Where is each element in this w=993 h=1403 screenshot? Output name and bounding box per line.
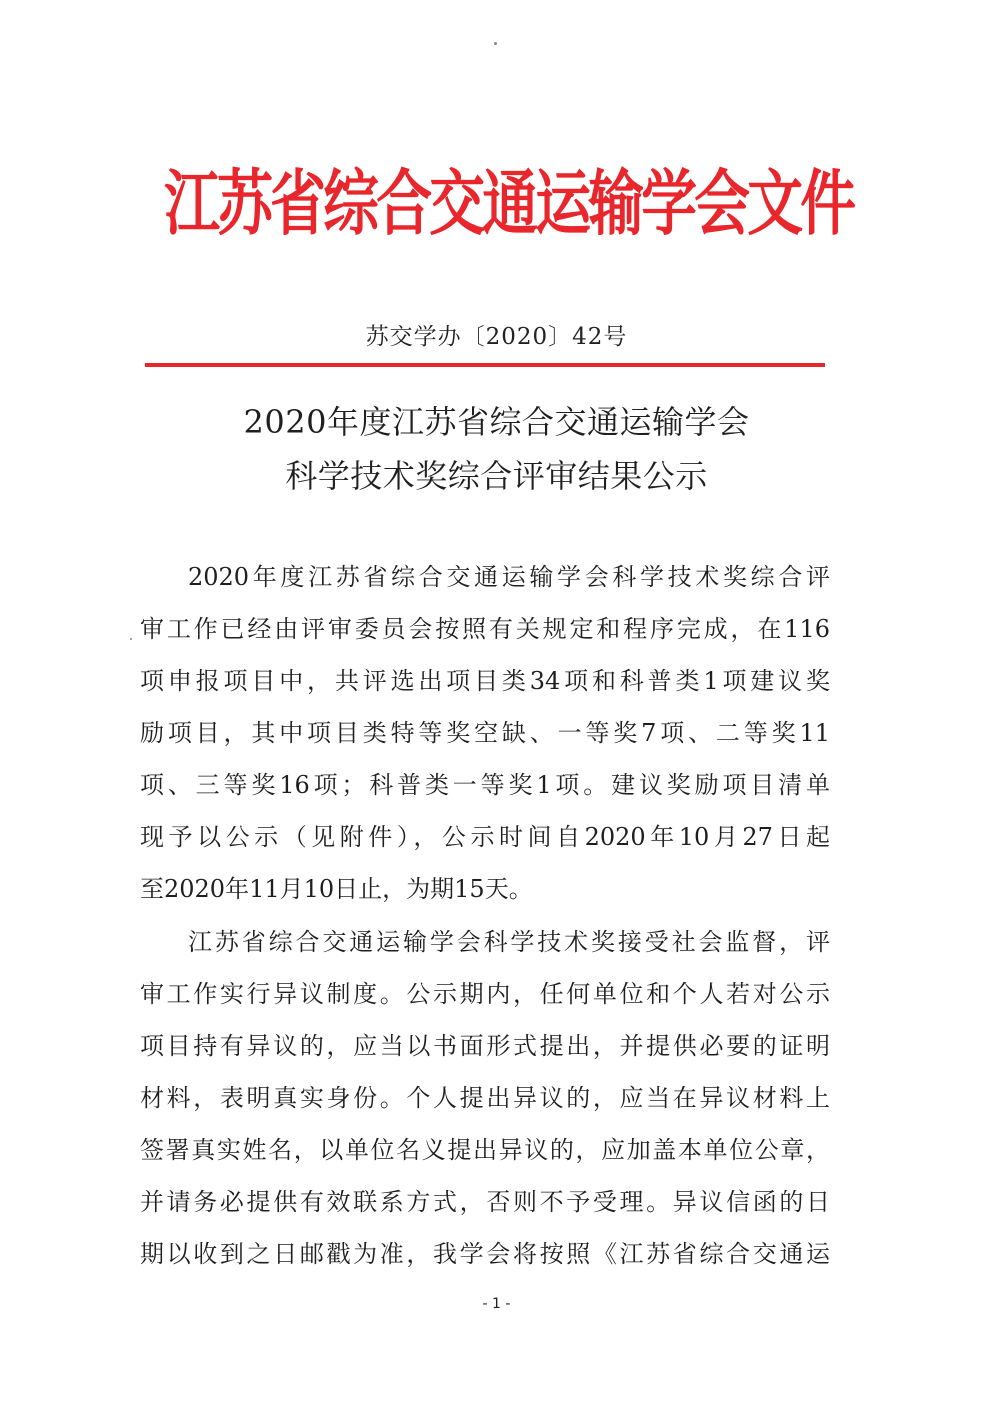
document-number: 苏交学办〔2020〕42号 [365, 324, 628, 350]
paragraph-1-line: 至2020年11月10日止，为期15天。 [140, 875, 533, 903]
paragraph-2-line: 材料，表明真实身份。个人提出异议的，应当在异议材料上 [140, 1084, 830, 1112]
paragraph-1-line: 励项目，其中项目类特等奖空缺、一等奖7项、二等奖11 [140, 719, 830, 747]
paragraph-1-line: 审工作已经由评审委员会按照有关规定和程序完成，在116 [140, 615, 830, 643]
paragraph-1-line: 2020年度江苏省综合交通运输学会科学技术奖综合评 [188, 563, 830, 591]
scan-speck [494, 42, 497, 45]
paragraph-2-line: 审工作实行异议制度。公示期内，任何单位和个人若对公示 [140, 980, 830, 1008]
page-number: - 1 - [482, 1296, 511, 1312]
paragraph-2-line: 期以收到之日邮戳为准，我学会将按照《江苏省综合交通运 [140, 1240, 830, 1268]
paragraph-2-line: 江苏省综合交通运输学会科学技术奖接受社会监督，评 [188, 928, 830, 956]
scan-speck [130, 638, 132, 640]
notice-title-line-1: 2020年度江苏省综合交通运输学会 [243, 403, 750, 441]
paragraph-2-line: 项目持有异议的，应当以书面形式提出，并提供必要的证明 [140, 1032, 830, 1060]
paragraph-1-line: 项、三等奖16项；科普类一等奖1项。建议奖励项目清单 [140, 771, 830, 799]
document-header-title: 江苏省综合交通运输学会文件 [164, 163, 854, 246]
paragraph-2-line: 并请务必提供有效联系方式，否则不予受理。异议信函的日 [140, 1188, 830, 1216]
paragraph-2-line: 签署真实姓名，以单位名义提出异议的，应加盖本单位公章， [140, 1136, 830, 1164]
notice-title-line-2: 科学技术奖综合评审结果公示 [285, 457, 708, 495]
paragraph-1-line: 现予以公示（见附件），公示时间自2020年10月27日起 [140, 823, 830, 851]
header-red-divider [145, 363, 825, 367]
paragraph-1-line: 项申报项目中，共评选出项目类34项和科普类1项建议奖 [140, 667, 830, 695]
